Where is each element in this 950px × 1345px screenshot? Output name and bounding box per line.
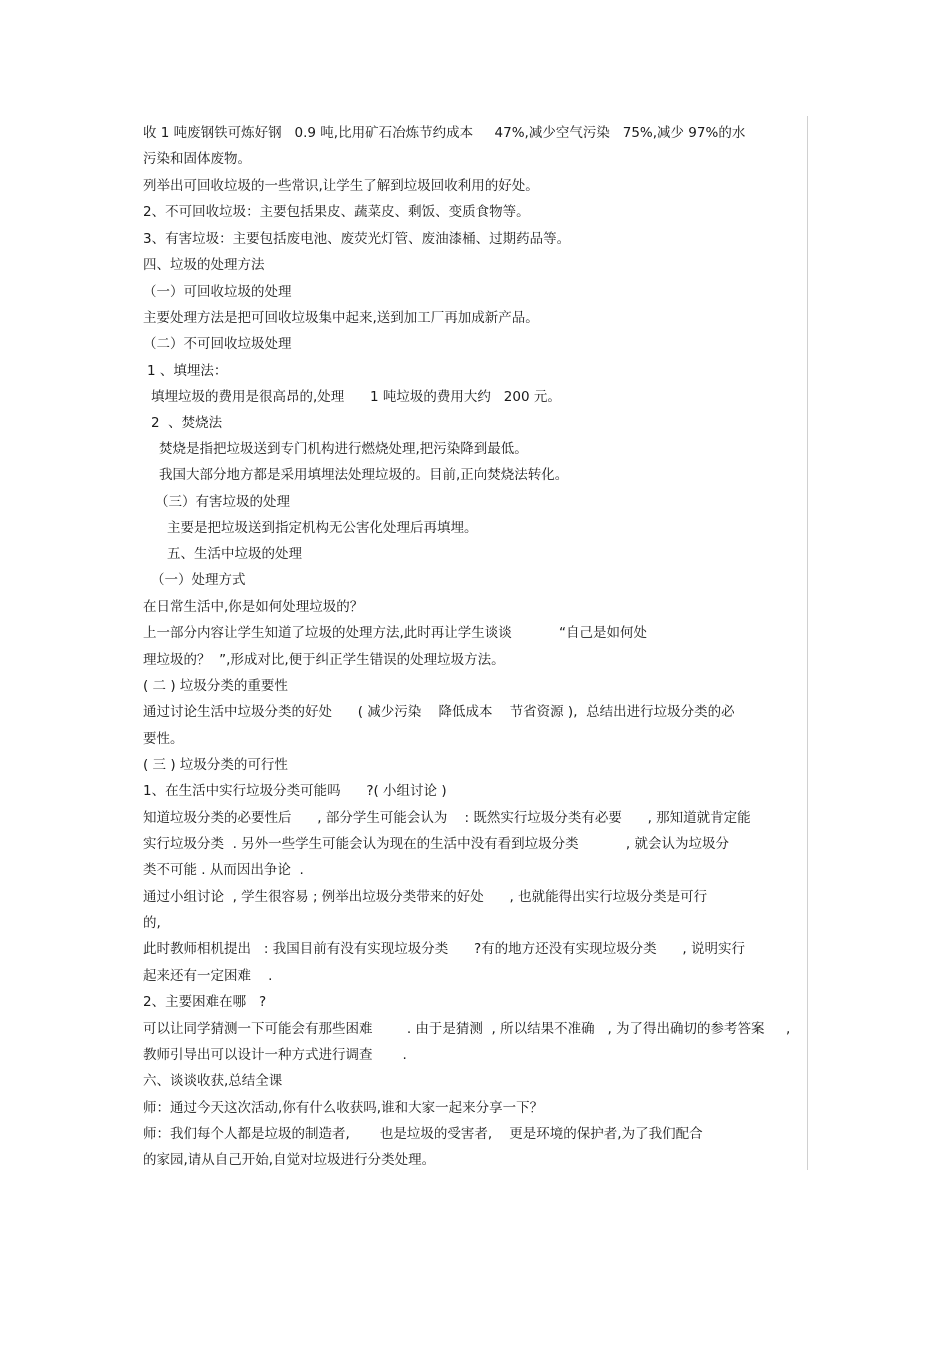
text-line: 2、主要困难在哪 ? (143, 994, 267, 1010)
text-line: 类不可能 . 从而因出争论 . (143, 862, 304, 878)
text-line: 主要是把垃圾送到指定机构无公害化处理后再填埋。 (167, 520, 478, 536)
text-line: 通过讨论生活中垃圾分类的好处 ( 减少污染 降低成本 节省资源 ), 总结出进行垃圾分类的必 (143, 704, 735, 720)
subsection-heading: （三）有害垃圾的处理 (155, 494, 290, 510)
text-line: 主要处理方法是把可回收垃圾集中起来,送到加工厂再加成新产品。 (143, 310, 539, 326)
text-line: 污染和固体废物。 (143, 151, 251, 167)
text-line: 列举出可回收垃圾的一些常识,让学生了解到垃圾回收利用的好处。 (143, 178, 539, 194)
text-line: 师：通过今天这次活动,你有什么收获吗,谁和大家一起来分享一下？ (143, 1100, 544, 1116)
text-line: 理垃圾的？ ”,形成对比,便于纠正学生错误的处理垃圾方法。 (143, 652, 505, 668)
text-line: 填埋垃圾的费用是很高昂的,处理 1 吨垃圾的费用大约 200 元。 (151, 389, 561, 405)
text-line: 的家园,请从自己开始,自觉对垃圾进行分类处理。 (143, 1152, 436, 1168)
text-line: 1、在生活中实行垃圾分类可能吗 ?( 小组讨论 ) (143, 783, 447, 799)
text-line: 此时教师相机提出 : 我国目前有没有实现垃圾分类 ?有的地方还没有实现垃圾分类 , 说明实行 (143, 941, 745, 957)
text-line: 3、有害垃圾：主要包括废电池、废荧光灯管、废油漆桶、过期药品等。 (143, 231, 571, 247)
text-line: 焚烧是指把垃圾送到专门机构进行燃烧处理,把污染降到最低。 (159, 441, 528, 457)
text-line: 上一部分内容让学生知道了垃圾的处理方法,此时再让学生谈谈 “自己是如何处 (143, 625, 647, 641)
section-heading: 六、谈谈收获,总结全课 (143, 1073, 283, 1089)
text-line: 收 1 吨废钢铁可炼好钢 0.9 吨,比用矿石冶炼节约成本 47%,减少空气污染 75%,减少 97%的水 (143, 125, 746, 141)
text-line: 起来还有一定困难 . (143, 968, 273, 984)
subsection-heading: ( 三 ) 垃圾分类的可行性 (143, 757, 288, 773)
section-heading: 四、垃圾的处理方法 (143, 257, 265, 273)
subsection-heading: （一）处理方式 (151, 572, 246, 588)
subsection-heading: （一）可回收垃圾的处理 (143, 284, 292, 300)
text-line: 的, (143, 915, 161, 931)
text-line: 我国大部分地方都是采用填埋法处理垃圾的。目前,正向焚烧法转化。 (159, 467, 569, 483)
text-line: 2 、焚烧法 (151, 415, 223, 431)
section-heading: 五、生活中垃圾的处理 (167, 546, 302, 562)
text-line: 教师引导出可以设计一种方式进行调查 . (143, 1047, 407, 1063)
text-line: 可以让同学猜测一下可能会有那些困难 . 由于是猜测 , 所以结果不准确 , 为了得出确切的参考答案 , (143, 1021, 791, 1037)
subsection-heading: ( 二 ) 垃圾分类的重要性 (143, 678, 288, 694)
text-line: 实行垃圾分类 . 另外一些学生可能会认为现在的生活中没有看到垃圾分类 , 就会认为垃圾分 (143, 836, 729, 852)
text-line: 师：我们每个人都是垃圾的制造者, 也是垃圾的受害者, 更是环境的保护者,为了我们配合 (143, 1126, 703, 1142)
text-line: 2、不可回收垃圾：主要包括果皮、蔬菜皮、剩饭、变质食物等。 (143, 204, 530, 220)
text-line: 1 、填埋法： (147, 363, 228, 379)
subsection-heading: （二）不可回收垃圾处理 (143, 336, 292, 352)
text-line: 要性。 (143, 731, 184, 747)
text-line: 知道垃圾分类的必要性后 , 部分学生可能会认为 : 既然实行垃圾分类有必要 , 那知道就肯定能 (143, 810, 751, 826)
text-line: 通过小组讨论 , 学生很容易 ; 例举出垃圾分类带来的好处 , 也就能得出实行垃圾分类是可行 (143, 889, 708, 905)
page-margin-rule (807, 116, 808, 1170)
text-line: 在日常生活中,你是如何处理垃圾的？ (143, 599, 364, 615)
